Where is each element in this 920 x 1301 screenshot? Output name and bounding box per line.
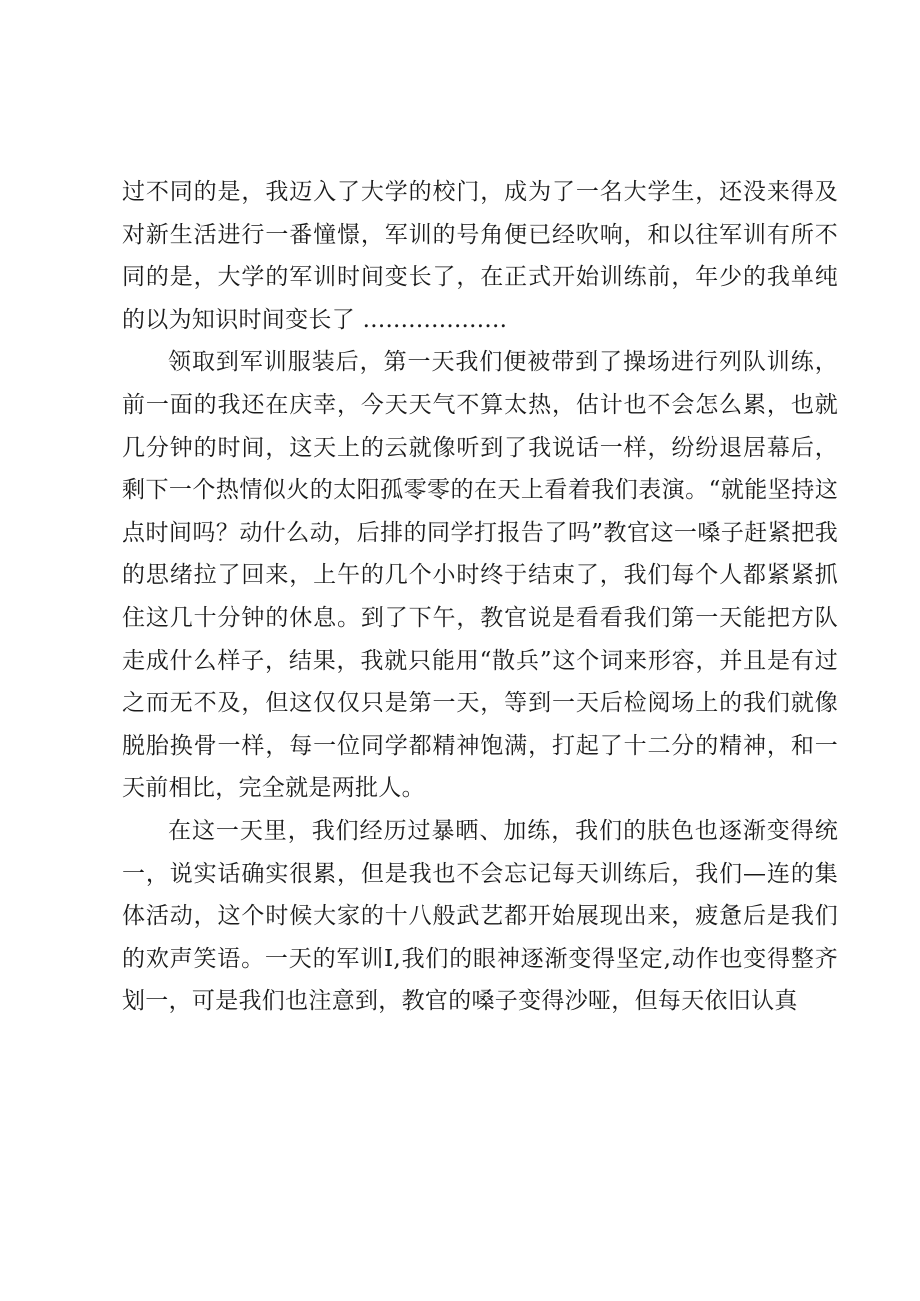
- paragraph-1: 过不同的是，我迈入了大学的校门，成为了一名大学生，还没来得及对新生活进行一番憧憬，军训的号角便已经吹响，和以往军训有所不同的是，大学的军训时间变长了，在正式开始训练前，年少的我单纯的以为知识时间变长了 ...................: [122, 179, 838, 333]
- paragraph-2: 领取到军训服装后，第一天我们便被带到了操场进行列队训练，前一面的我还在庆幸，今天天气不算太热，估计也不会怎么累，也就几分钟的时间，这天上的云就像听到了我说话一样，纷纷退居幕后，剩下一个热情似火的太阳孤零零的在天上看着我们表演。“就能坚持这点时间吗？动什么动，后排的同学打报告了吗”教官这一嗓子赶紧把我的思绪拉了回来，上午的几个小时终于结束了，我们每个人都紧紧抓住这几十分钟的休息。到了下午，教官说是看看我们第一天能把方队走成什么样子，结果，我就只能用“散兵”这个词来形容，并且是有过之而无不及，但这仅仅只是第一天，等到一天后检阅场上的我们就像脱胎换骨一样，每一位同学都精神饱满，打起了十二分的精神，和一天前相比，完全就是两批人。: [122, 349, 838, 802]
- document-body: [122, 171, 838, 1023]
- paragraph-3: 在这一天里，我们经历过暴晒、加练，我们的肤色也逐渐变得统一，说实话确实很累，但是我也不会忘记每天训练后，我们—连的集体活动，这个时候大家的十八般武艺都开始展现出来，疲惫后是我们的欢声笑语。一天的军训I,我们的眼神逐渐变得坚定,动作也变得整齐划一，可是我们也注意到，教官的嗓子变得沙哑，但每天依旧认真: [122, 817, 838, 1015]
